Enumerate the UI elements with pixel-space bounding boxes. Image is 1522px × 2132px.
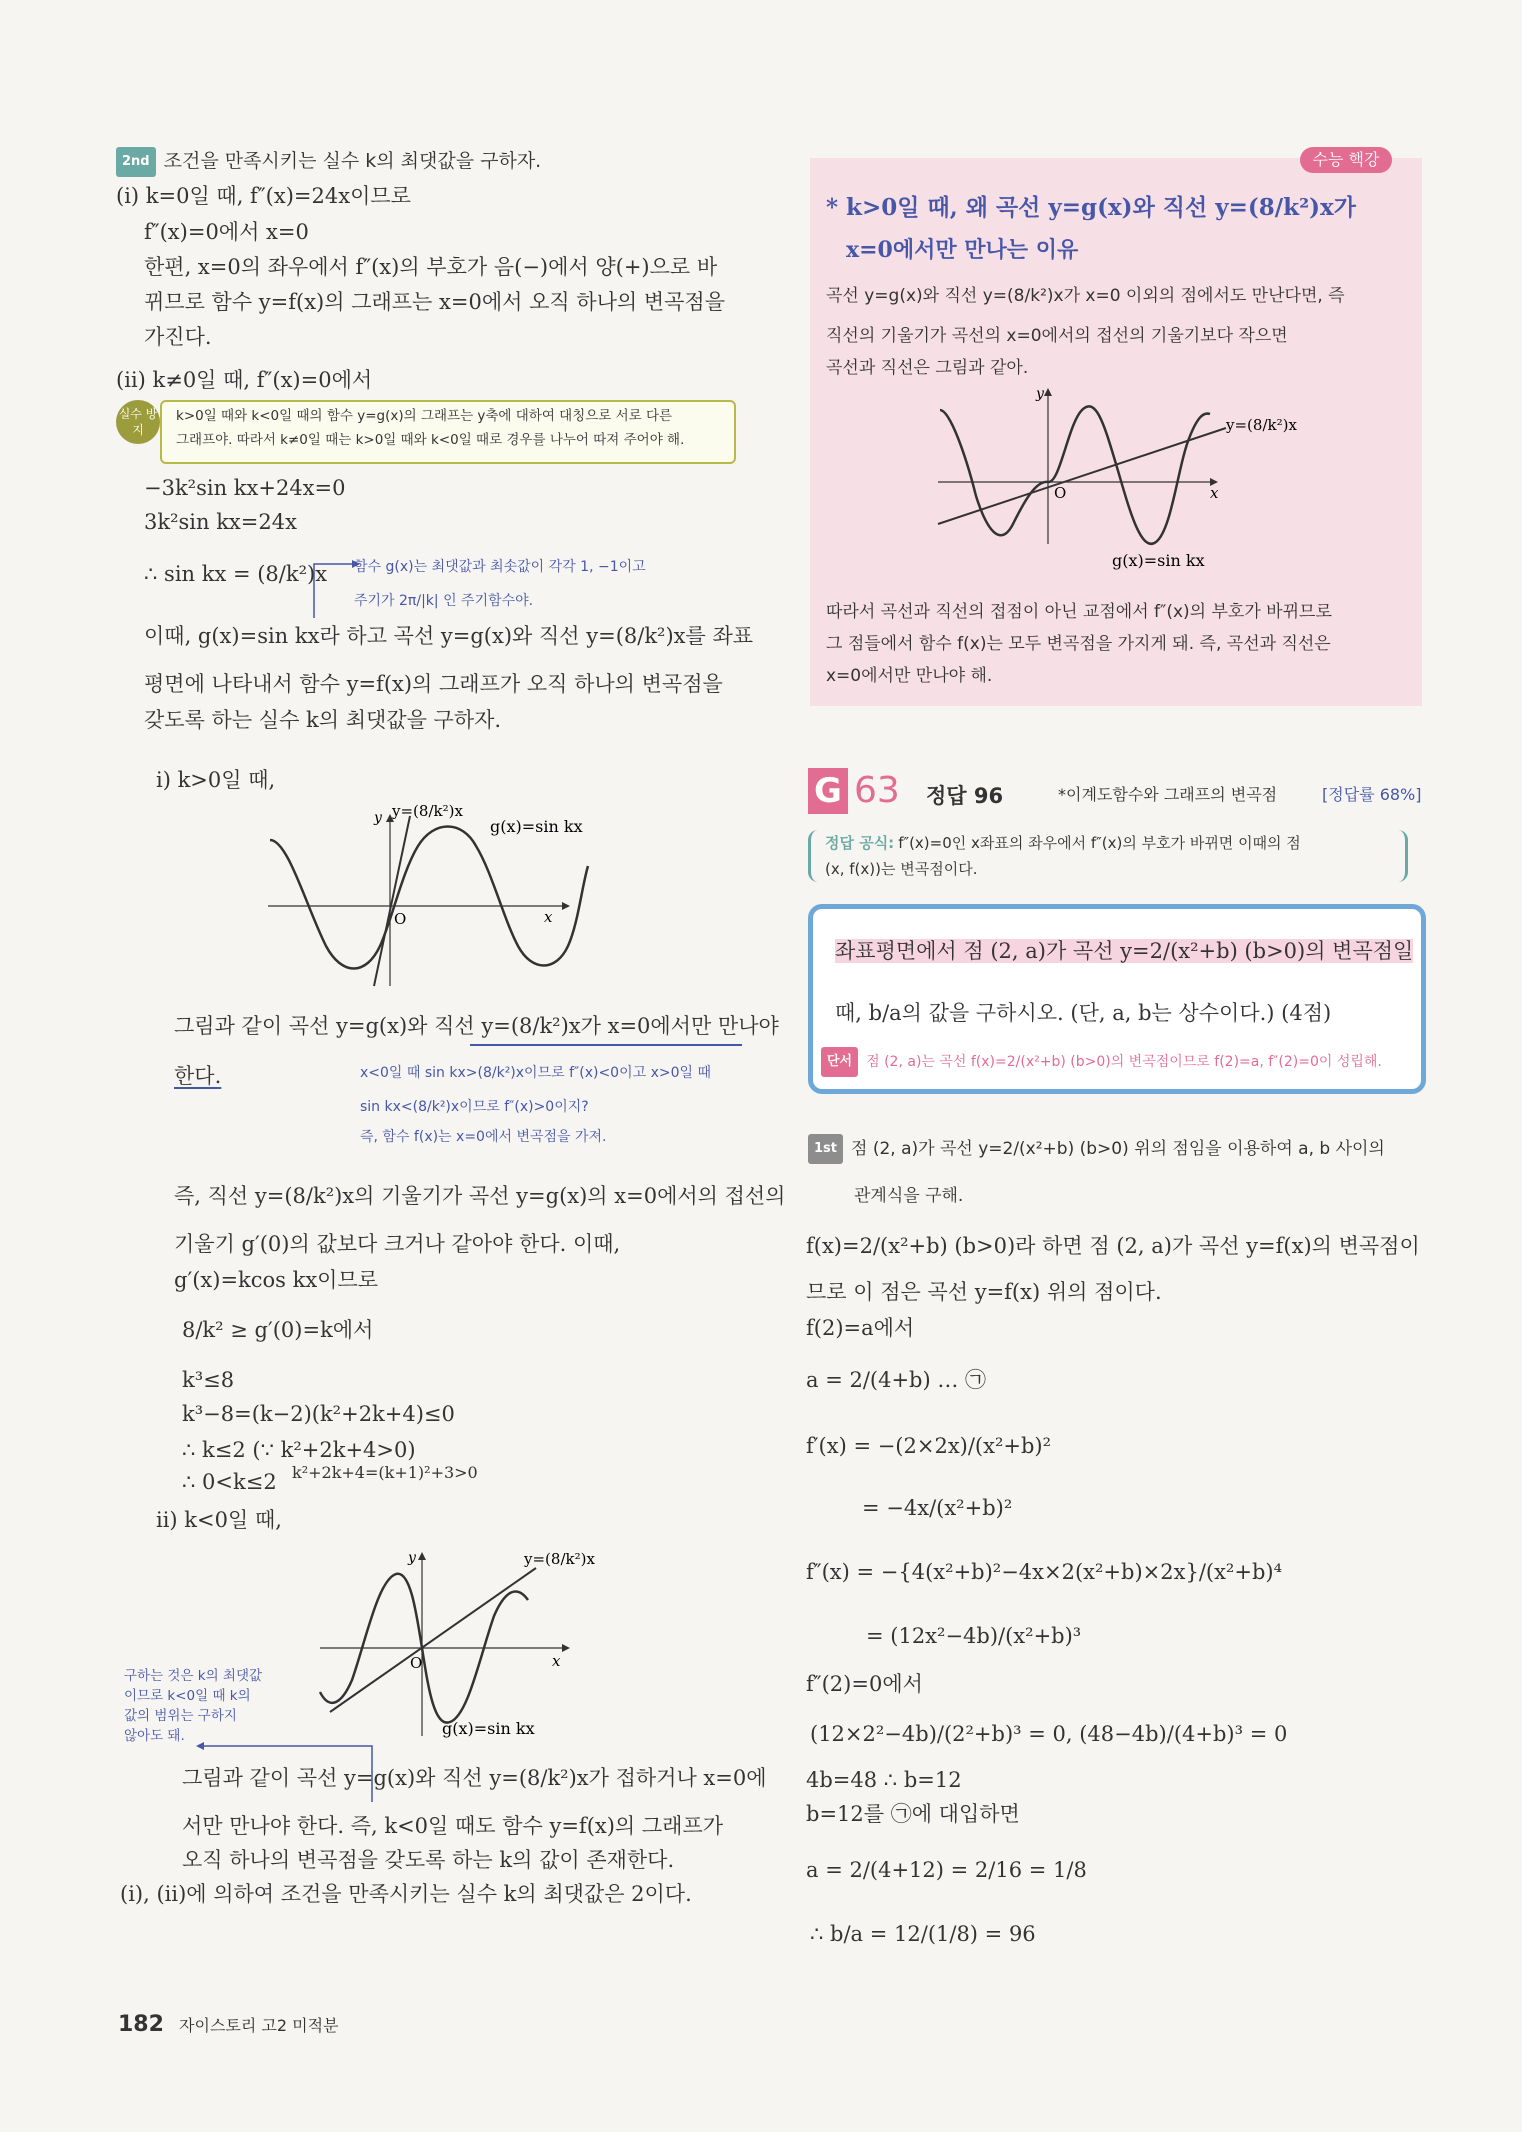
equation-line: ∴ 0<k≤2 [182,1470,277,1494]
callout-line: 않아도 돼. [124,1728,185,1744]
graph-k-positive [262,796,632,996]
final-answer-line: ∴ b/a = 12/(1/8) = 96 [810,1922,1036,1946]
problem-number: 63 [854,770,900,811]
equation-line: g′(x)=kcos kx이므로 [174,1268,379,1292]
conclusion-line: (ⅰ), (ⅱ)에 의하여 조건을 만족시키는 실수 k의 최댓값은 2이다. [120,1882,692,1906]
problem-header [808,768,1428,814]
step-tag: 2nd [116,147,156,177]
problem-letter: G [808,768,848,814]
solution-line: f(x)=2/(x²+b) (b>0)라 하면 점 (2, a)가 곡선 y=f(x)의 변곡점이 [806,1234,1420,1258]
text-line: 평면에 나타내서 함수 y=f(x)의 그래프가 오직 하나의 변곡점을 [144,672,723,696]
step-title: 조건을 만족시키는 실수 k의 최댓값을 구하자. [163,150,542,172]
text-line: 뀌므로 함수 y=f(x)의 그래프는 x=0에서 오직 하나의 변곡점을 [144,290,725,314]
solution-line: 므로 이 점은 곡선 y=f(x) 위의 점이다. [806,1280,1162,1304]
text-line: 기울기 g′(0)의 값보다 크거나 같아야 한다. 이때, [174,1232,621,1256]
text-line: 한다. [174,1064,222,1088]
callout-connector [310,560,360,620]
question-line: 때, b/a의 값을 구하시오. (단, a, b는 상수이다.) (4점) [835,1001,1332,1025]
solution-line: 4b=48 ∴ b=12 [806,1768,962,1792]
problem-topic: *이계도함수와 그래프의 변곡점 [1058,785,1278,804]
period-callout [354,556,754,612]
solution-line: a = 2/(4+12) = 2/16 = 1/8 [806,1858,1087,1882]
step1-header [808,1134,1385,1164]
graph-intersecting [928,384,1308,584]
sign-callout [360,1062,760,1148]
insight-line: x=0에서만 만나야 해. [826,666,993,686]
step-title-cont: 관계식을 구해. [854,1186,964,1206]
equation-line: k³≤8 [182,1368,235,1392]
case-heading: ⅰ) k>0일 때, [156,768,276,792]
text-line: f″(x)=0에서 x=0 [144,220,309,244]
equation-line: ∴ k≤2 (∵ k²+2k+4>0) [182,1438,416,1462]
correct-rate: [정답률 68%] [1322,785,1422,804]
line-y-8-over-k2-x [330,1568,536,1712]
range-callout [124,1666,284,1746]
insight-line: 따라서 곡선과 직선의 접점이 아닌 교점에서 f″(x)의 부호가 바뀌므로 [826,602,1332,622]
origin-label: O [410,1654,423,1672]
solution-line: f″(x) = −{4(x²+b)²−4x×2(x²+b)×2x}/(x²+b)⁴ [806,1560,1282,1584]
callout-line: 즉, 함수 f(x)는 x=0에서 변곡점을 가져. [360,1129,607,1145]
note-line: k>0일 때와 k<0일 때의 함수 y=g(x)의 그래프는 y축에 대하여 대칭으로 서로 다른 [176,408,673,424]
x-label: x [1210,484,1219,502]
callout-line: 주기가 2π/|k| 인 주기함수야. [354,593,534,609]
solution-line: f′(x) = −(2×2x)/(x²+b)² [806,1434,1052,1458]
text-line: 가진다. [144,325,212,349]
mistake-warning-badge: 실수 방지 [116,400,160,444]
line-label: y=(8/k²)x [392,802,463,820]
line-y-8-over-k2-x [374,816,410,986]
question-text: 좌표평면에서 점 (2, a)가 곡선 y=2/(x²+b) (b>0)의 변곡점일 [835,939,1414,963]
suneung-badge: 수능 핵강 [1300,147,1392,173]
formula-line: f″(x)=0인 x좌표의 좌우에서 f″(x)의 부호가 바뀌면 이때의 점 [898,834,1301,852]
y-label: y [374,810,382,826]
hint-line [821,1047,1382,1077]
hint-tag: 단서 [821,1047,858,1077]
equation-line: 3k²sin kx=24x [144,510,297,534]
line-y-8-over-k2-x [938,428,1226,524]
line-label: y=(8/k²)x [524,1550,595,1568]
solution-line: f(2)=a에서 [806,1316,915,1340]
insight-line: 그 점들에서 함수 f(x)는 모두 변곡점을 가지게 돼. 즉, 곡선과 직선은 [826,634,1331,654]
equation-line: −3k²sin kx+24x=0 [144,476,346,500]
text-line: 그림과 같이 곡선 y=g(x)와 직선 y=(8/k²)x가 접하거나 x=0에 [182,1766,767,1790]
y-label: y [408,1550,416,1566]
solution-line: = (12x²−4b)/(x²+b)³ [866,1624,1082,1648]
solution-line: = −4x/(x²+b)² [862,1496,1013,1520]
page-footer [118,2012,339,2037]
answer-formula [808,830,1408,882]
insight-title: * k>0일 때, 왜 곡선 y=g(x)와 직선 y=(8/k²)x가 [826,194,1356,221]
formula-label: 정답 공식: [825,834,895,852]
origin-label: O [394,910,407,928]
step2-header [116,146,541,177]
equation-note: k²+2k+4=(k+1)²+3>0 [292,1463,478,1482]
text-line: 갖도록 하는 실수 k의 최댓값을 구하자. [144,708,502,732]
question-line [835,937,1413,965]
step-title: 점 (2, a)가 곡선 y=2/(x²+b) (b>0) 위의 점임을 이용하여 a, b 사이의 [851,1139,1385,1159]
insight-line: 곡선 y=g(x)와 직선 y=(8/k²)x가 x=0 이외의 점에서도 만난다면, 즉 [826,286,1345,306]
text-line: 그림과 같이 곡선 y=g(x)와 직선 y=(8/k²)x가 x=0에서만 만나야 [174,1014,779,1038]
equation-line: 8/k² ≥ g′(0)=k에서 [182,1318,374,1342]
step-tag: 1st [808,1134,843,1164]
text-line: 이때, g(x)=sin kx라 하고 곡선 y=g(x)와 직선 y=(8/k²)x를 좌표 [144,624,754,648]
callout-line: 이므로 k<0일 때 k의 [124,1688,251,1704]
insight-title: x=0에서만 만나는 이유 [846,237,1079,263]
text-line: 서만 만나야 한다. 즉, k<0일 때도 함수 y=f(x)의 그래프가 [182,1814,724,1838]
x-label: x [552,1652,561,1670]
text-line: 오직 하나의 변곡점을 갖도록 하는 k의 값이 존재한다. [182,1848,675,1872]
callout-line: sin kx<(8/k²)x이므로 f″(x)>0이지? [360,1099,589,1115]
note-line: 그래프야. 따라서 k≠0일 때는 k>0일 때와 k<0일 때로 경우를 나누어 따져 주어야 해. [176,432,685,448]
line-label: y=(8/k²)x [1226,416,1297,434]
mistake-warning-note [160,400,736,464]
insight-line: 곡선과 직선은 그림과 같아. [826,358,1029,378]
graph-k-negative [300,1540,620,1740]
equation-line: k³−8=(k−2)(k²+2k+4)≤0 [182,1402,455,1426]
book-title: 자이스토리 고2 미적분 [179,2016,339,2035]
callout-line: 값의 범위는 구하지 [124,1708,237,1724]
case-heading: ⅱ) k<0일 때, [156,1508,282,1532]
x-label: x [544,908,553,926]
underline-marker [470,1044,742,1046]
solution-line: b=12를 ㉠에 대입하면 [806,1802,1020,1826]
insight-line: 직선의 기울기가 곡선의 x=0에서의 접선의 기울기보다 작으면 [826,326,1288,346]
answer-label: 정답 96 [926,784,1004,808]
sine-curve [940,406,1210,543]
equation-line: ∴ sin kx = (8/k²)x [144,562,328,586]
text-line: (ⅱ) k≠0일 때, f″(x)=0에서 [116,368,373,392]
solution-line: a = 2/(4+b) … ㉠ [806,1368,987,1392]
origin-label: O [1054,484,1067,502]
question-box [808,904,1426,1094]
hint-text: 점 (2, a)는 곡선 f(x)=2/(x²+b) (b>0)의 변곡점이므로 f(2)=a, f″(2)=0이 성립해. [866,1054,1382,1070]
curve-label: g(x)=sin kx [1112,551,1205,570]
y-label: y [1036,386,1044,402]
curve-label: g(x)=sin kx [490,817,583,836]
curve-label: g(x)=sin kx [442,1719,535,1738]
callout-line: 함수 g(x)는 최댓값과 최솟값이 각각 1, −1이고 [354,559,646,575]
solution-line: f″(2)=0에서 [806,1672,923,1696]
solution-line: (12×2²−4b)/(2²+b)³ = 0, (48−4b)/(4+b)³ = 0 [810,1722,1288,1746]
text-line: 즉, 직선 y=(8/k²)x의 기울기가 곡선 y=g(x)의 x=0에서의 접선의 [174,1184,786,1208]
formula-line: (x, f(x))는 변곡점이다. [825,860,978,878]
text-line: 한편, x=0의 좌우에서 f″(x)의 부호가 음(−)에서 양(+)으로 바 [144,255,718,279]
callout-line: 구하는 것은 k의 최댓값 [124,1668,263,1684]
sine-curve [270,827,588,969]
text-line: (ⅰ) k=0일 때, f″(x)=24x이므로 [116,184,411,208]
callout-line: x<0일 때 sin kx>(8/k²)x이므로 f″(x)<0이고 x>0일 때 [360,1065,711,1081]
page-number: 182 [118,2012,164,2037]
